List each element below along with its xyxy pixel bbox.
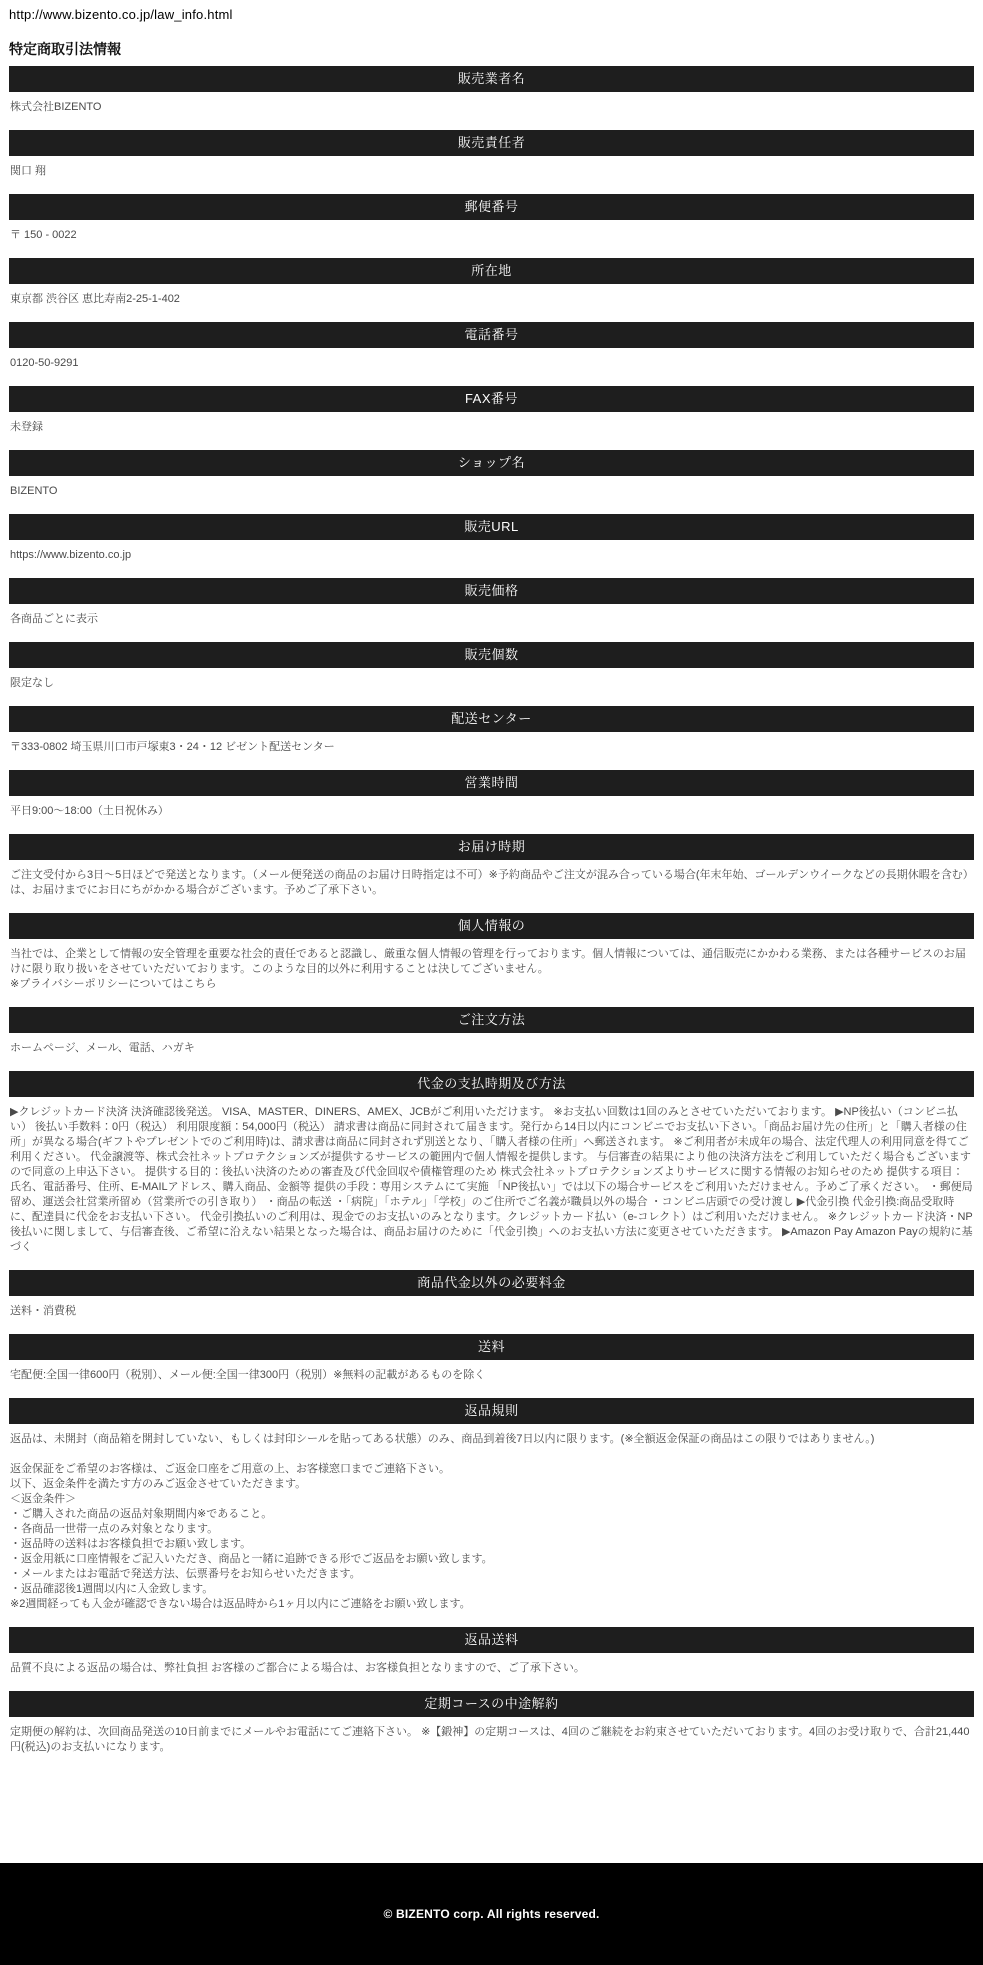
section-body-address	[10, 292, 973, 307]
text-line: 〒333-0802 埼玉県川口市戸塚東3・24・12 ビゼント配送センター	[10, 741, 335, 753]
section-header-order-method: ご注文方法	[9, 1007, 974, 1033]
law-section	[9, 834, 974, 898]
page-title: 特定商取引法情報	[9, 41, 121, 57]
section-body-business-hours	[10, 804, 973, 819]
text-line: ・メールまたはお電話で発送方法、伝票番号をお知らせいただきます。	[10, 1568, 361, 1580]
section-body-order-method	[10, 1041, 973, 1056]
text-line: 関口 翔	[10, 165, 47, 177]
section-body-sales-manager	[10, 164, 973, 179]
law-section	[9, 1691, 974, 1755]
section-body-postal-code	[10, 228, 973, 243]
text-line: ・返金用紙に口座情報をご記入いただき、商品と一緒に追跡できる形でご返品をお願い致します。	[10, 1553, 493, 1565]
section-header-seller-name: 販売業者名	[9, 66, 974, 92]
section-header-payment-time-method: 代金の支払時期及び方法	[9, 1071, 974, 1097]
law-section	[9, 66, 974, 115]
text-line: 未登録	[10, 421, 43, 433]
text-line: ・各商品一世帯一点のみ対象となります。	[10, 1523, 219, 1535]
section-header-fax-number: FAX番号	[9, 386, 974, 412]
section-body-fax-number	[10, 420, 973, 435]
text-line: 当社では、企業として情報の安全管理を重要な社会的責任であると認識し、厳重な個人情報の管理を行っております。個人情報については、通信販売にかかわる業務、または各種サービスのお届けに限り取り扱いをさせていただいております。このような目的以外に利用することは決してございません。	[10, 948, 966, 975]
section-header-shipping-center: 配送センター	[9, 706, 974, 732]
law-section	[9, 130, 974, 179]
text-line: ▶クレジットカード決済 決済確認後発送。 VISA、MASTER、DINERS、AMEX、JCBがご利用いただけます。 ※お支払い回数は1回のみとさせていただいております。 ▶NP後払い（コンビニ払い） 後払い手数料：0円（税込） 利用限度額：54,000円（税込） 請求書は商品に同封されて届きます。発行から14日以内にコンビニでお支払い下さい。「商品お届け先の住所」と「購入者様の住所」が異なる場合(ギフトやプレゼントでのご利用時)は、請求書は商品に同封されず別送となり、「購入者様の住所」へ郵送されます。 ※ご利用者が未成年の場合、法定代理人の利用同意を得てご利用ください。 代金譲渡等、株式会社ネットプロテクションズが提供するサービスの範囲内で個人情報を提供します。 与信審査の結果により他の決済方法をご利用していただく場合もございますので同意の上申込下さい。 提供する目的：後払い決済のための審査及び代金回収や債権管理のため 株式会社ネットプロテクションズよりサービスに関する情報のお知らせのため 提供する項目：氏名、電話番号、住所、E-MAILアドレス、購入商品、金額等 提供の手段：専用システムにて実施 「NP後払い」では以下の場合サービスをご利用いただけません。予めご了承ください。 ・郵便局留め、運送会社営業所留め（営業所での引き取り） ・商品の転送 ・「病院」「ホテル」「学校」のご住所でご名義が職員以外の場合 ・コンビニ店頭での受け渡し ▶代金引換 代金引換:商品受取時に、配達員に代金をお支払い下さい。 代金引換払いのご利用は、現金でのお支払いのみとなります。クレジットカード払い（e-コレクト）はご利用いただけません。 ※クレジットカード決済・NP後払いに関しまして、与信審査後、ご希望に沿えない結果となった場合は、商品お届けのために「代金引換」へのお支払い方法に変更させていただきます。 ▶Amazon Pay Amazon Payの規約に基づく	[10, 1106, 973, 1253]
section-body-extra-fees	[10, 1304, 973, 1319]
law-section	[9, 1007, 974, 1056]
section-body-sales-url	[10, 548, 973, 563]
text-line: ※プライバシーポリシーについてはこちら	[10, 978, 217, 990]
page-url-text: http://www.bizento.co.jp/law_info.html	[9, 7, 233, 22]
law-section	[9, 514, 974, 563]
law-section	[9, 1627, 974, 1676]
page-footer	[0, 1863, 983, 1965]
text-line: ホームページ、メール、電話、ハガキ	[10, 1042, 195, 1054]
section-header-postal-code: 郵便番号	[9, 194, 974, 220]
section-header-shipping-fee: 送料	[9, 1334, 974, 1360]
section-body-payment-time-method	[10, 1105, 973, 1255]
text-line: 東京都 渋谷区 恵比寿南2-25-1-402	[10, 293, 180, 305]
law-section	[9, 258, 974, 307]
text-line: 送料・消費税	[10, 1305, 76, 1317]
law-section	[9, 706, 974, 755]
section-body-sales-price	[10, 612, 973, 627]
section-header-subscription-cancellation: 定期コースの中途解約	[9, 1691, 974, 1717]
text-line: 平日9:00〜18:00（土日祝休み）	[10, 805, 169, 817]
section-header-return-policy: 返品規則	[9, 1398, 974, 1424]
section-body-delivery-time	[10, 868, 973, 898]
section-body-shipping-fee	[10, 1368, 973, 1383]
law-section	[9, 194, 974, 243]
law-section	[9, 450, 974, 499]
text-line: BIZENTO	[10, 485, 58, 497]
section-body-return-policy	[10, 1432, 973, 1612]
section-body-shop-name	[10, 484, 973, 499]
law-section	[9, 913, 974, 992]
law-section	[9, 386, 974, 435]
text-line: 〒 150 - 0022	[10, 229, 77, 241]
text-line: 0120-50-9291	[10, 357, 79, 369]
text-line: ご注文受付から3日〜5日ほどで発送となります。（メール便発送の商品のお届け日時指定は不可）※予約商品やご注文が混み合っている場合(年末年始、ゴールデンウイークなどの長期休暇を含む）は、お届けまでにお日にちがかかる場合がございます。予めご了承下さい。	[10, 869, 969, 896]
section-body-seller-name	[10, 100, 973, 115]
copyright-text: © BIZENTO corp. All rights reserved.	[383, 1907, 600, 1921]
section-body-sales-quantity	[10, 676, 973, 691]
law-section	[9, 1398, 974, 1612]
section-header-return-shipping-fee: 返品送料	[9, 1627, 974, 1653]
section-header-address: 所在地	[9, 258, 974, 284]
law-section	[9, 642, 974, 691]
section-header-shop-name: ショップ名	[9, 450, 974, 476]
text-line: https://www.bizento.co.jp	[10, 549, 132, 561]
text-line	[10, 1447, 973, 1462]
section-header-extra-fees: 商品代金以外の必要料金	[9, 1270, 974, 1296]
section-body-return-shipping-fee	[10, 1661, 973, 1676]
section-header-sales-price: 販売価格	[9, 578, 974, 604]
section-header-phone-number: 電話番号	[9, 322, 974, 348]
text-line: ・ご購入された商品の返品対象期間内※であること。	[10, 1508, 273, 1520]
text-line: 宅配便:全国一律600円（税別）、メール便:全国一律300円（税別）※無料の記載があるものを除く	[10, 1369, 486, 1381]
text-line: ・返品確認後1週間以内に入金致します。	[10, 1583, 214, 1595]
text-line: 株式会社BIZENTO	[10, 101, 102, 113]
section-body-subscription-cancellation	[10, 1725, 973, 1755]
section-header-delivery-time: お届け時期	[9, 834, 974, 860]
law-section	[9, 578, 974, 627]
text-line: 以下、返金条件を満たす方のみご返金させていただきます。	[10, 1478, 307, 1490]
text-line: 限定なし	[10, 677, 54, 689]
text-line: 返品は、未開封（商品箱を開封していない、もしくは封印シールを貼ってある状態）のみ、商品到着後7日以内に限ります。(※全額返金保証の商品はこの限りではありません。)	[10, 1433, 875, 1445]
sections	[9, 66, 974, 1755]
law-section	[9, 322, 974, 371]
law-section	[9, 1334, 974, 1383]
law-section	[9, 770, 974, 819]
section-body-phone-number	[10, 356, 973, 371]
section-body-personal-info	[10, 947, 973, 992]
section-body-shipping-center	[10, 740, 973, 755]
text-line: ・返品時の送料はお客様負担でお願い致します。	[10, 1538, 252, 1550]
text-line: 品質不良による返品の場合は、弊社負担 お客様のご都合による場合は、お客様負担となりますので、ご了承下さい。	[10, 1662, 585, 1674]
text-line: 各商品ごとに表示	[10, 613, 98, 625]
section-header-business-hours: 営業時間	[9, 770, 974, 796]
section-header-personal-info: 個人情報の	[9, 913, 974, 939]
section-header-sales-quantity: 販売個数	[9, 642, 974, 668]
text-line: 定期便の解約は、次回商品発送の10日前までにメールやお電話にてご連絡下さい。 ※【鍛神】の定期コースは、4回のご継続をお約束させていただいております。4回のお受け取りで、合計21,440円(税込)のお支払いになります。	[10, 1726, 970, 1753]
text-line: ＜返金条件＞	[10, 1493, 76, 1505]
law-section	[9, 1270, 974, 1319]
section-header-sales-url: 販売URL	[9, 514, 974, 540]
text-line: ※2週間経っても入金が確認できない場合は返品時から1ヶ月以内にご連絡をお願い致します。	[10, 1598, 471, 1610]
text-line: 返金保証をご希望のお客様は、ご返金口座をご用意の上、お客様窓口までご連絡下さい。	[10, 1463, 450, 1475]
law-section	[9, 1071, 974, 1255]
section-header-sales-manager: 販売責任者	[9, 130, 974, 156]
